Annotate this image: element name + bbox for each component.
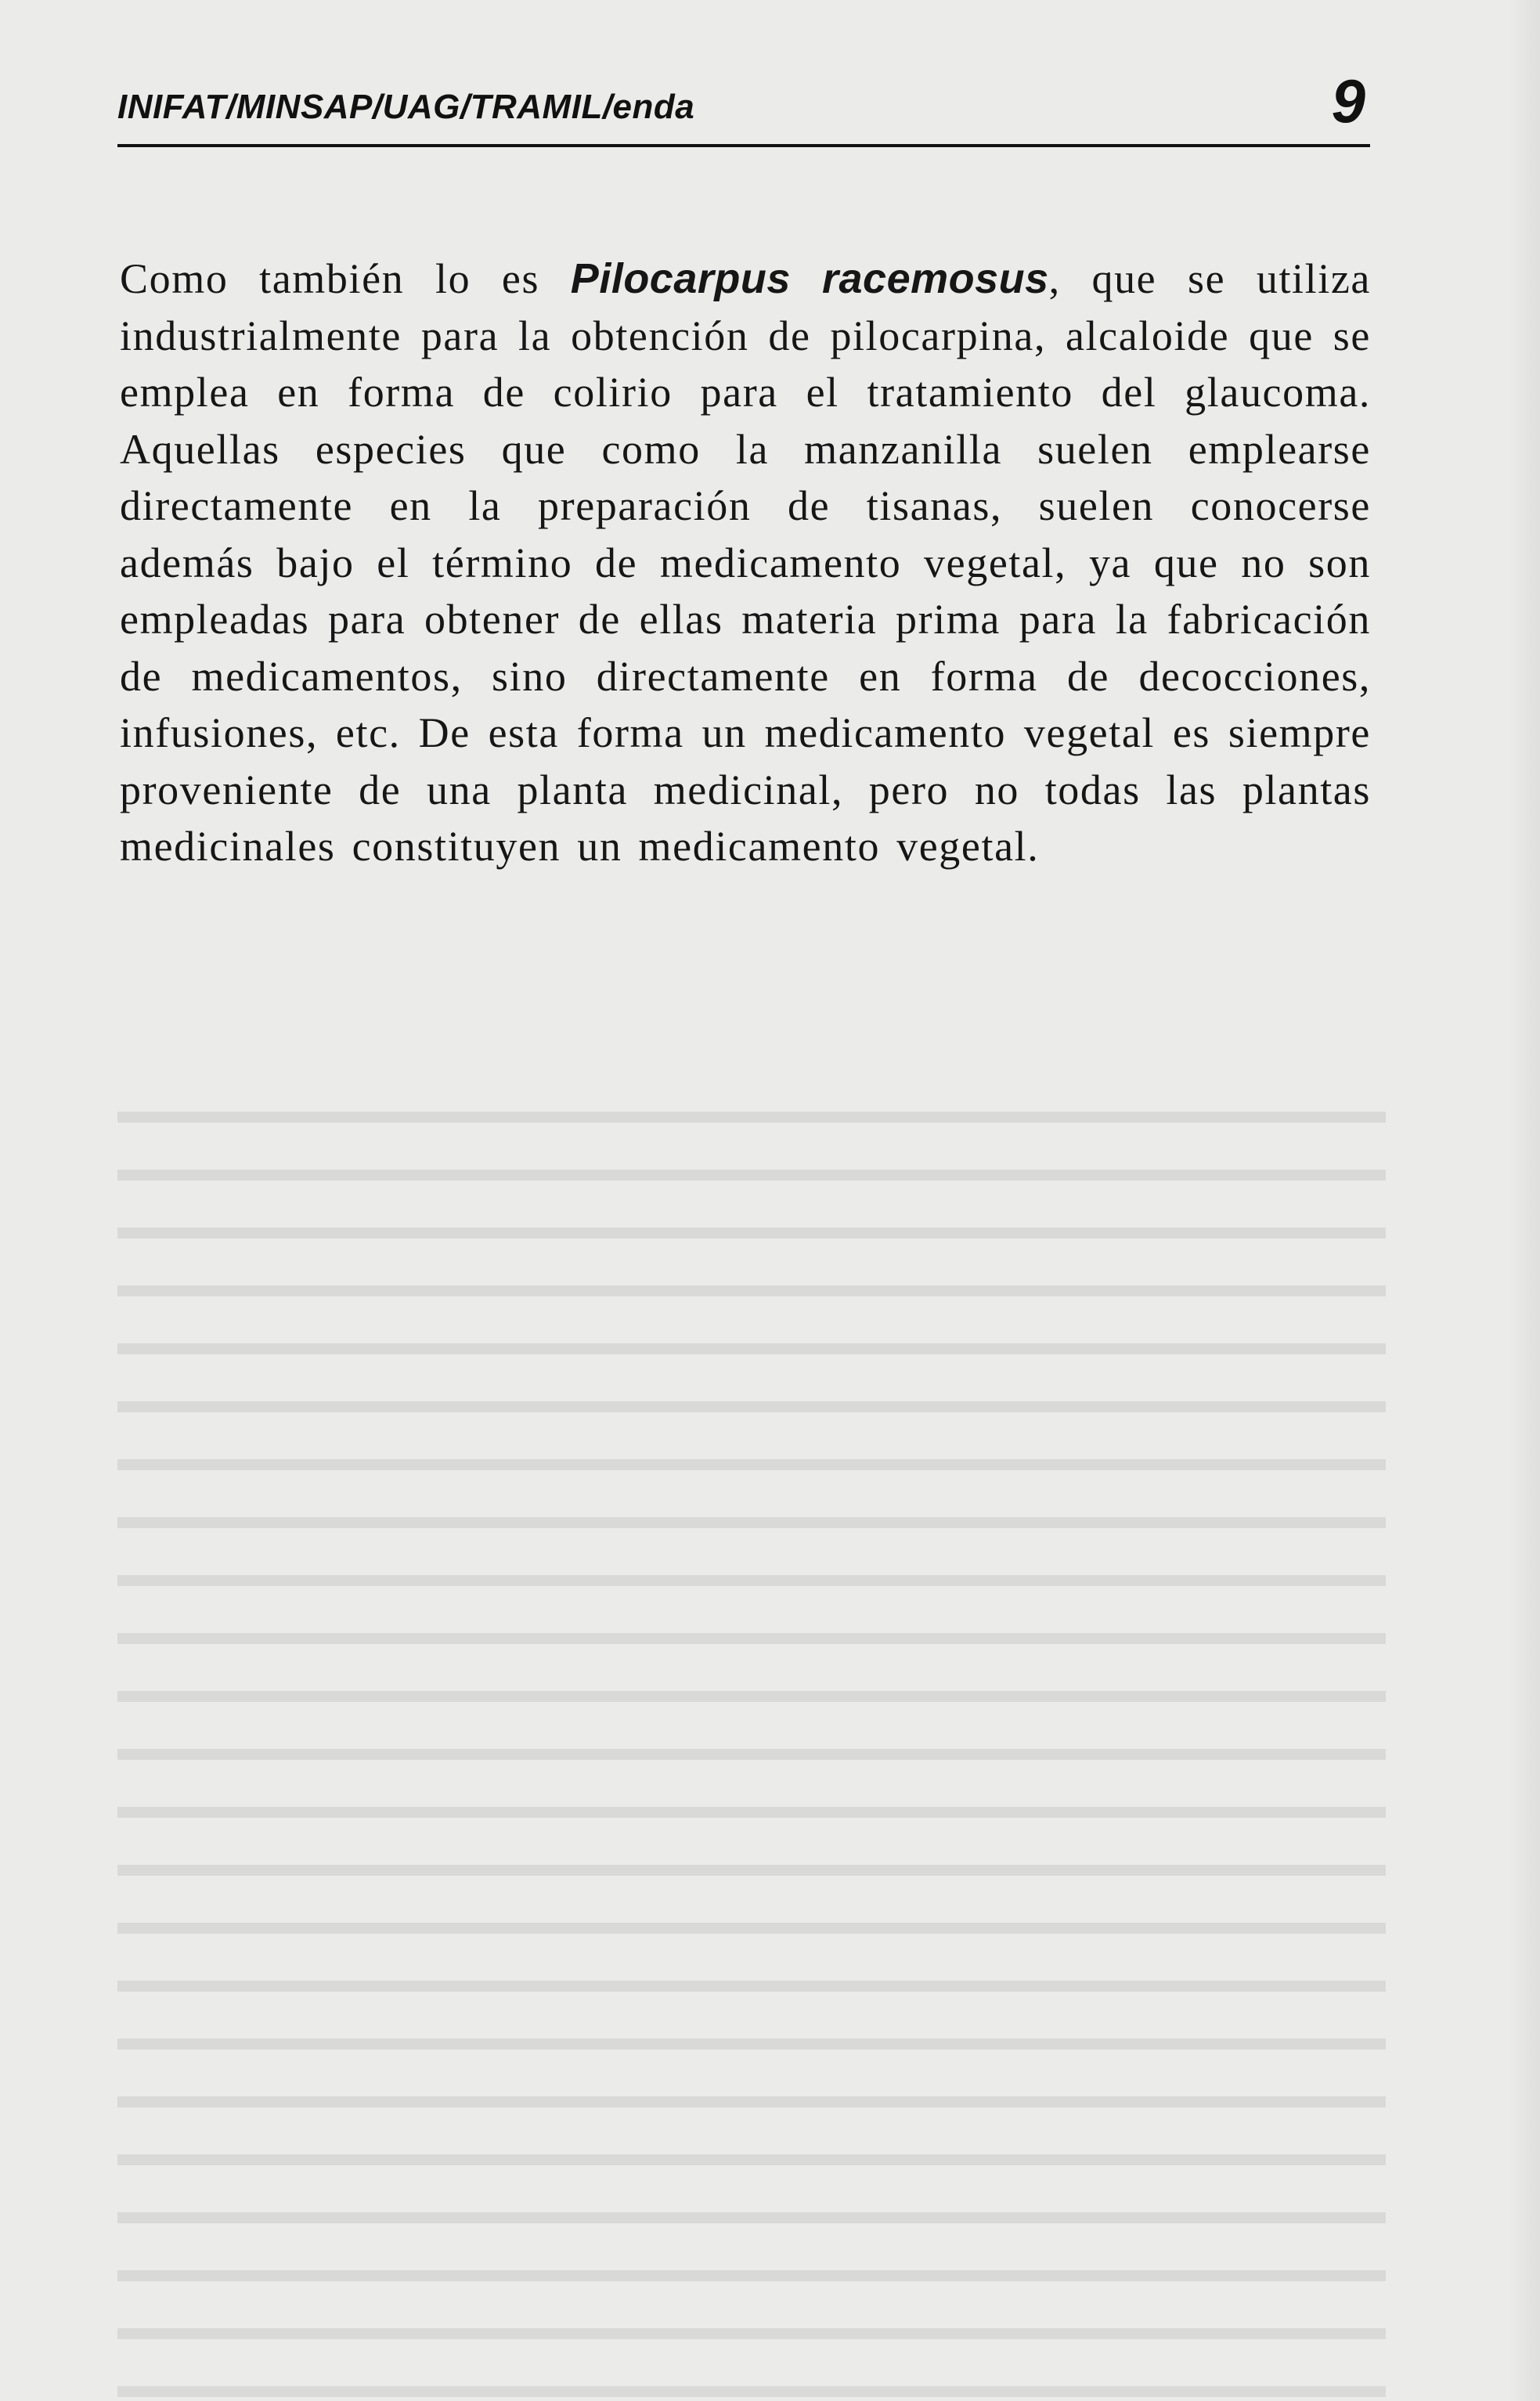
body-paragraph-container bbox=[120, 251, 1371, 875]
page-edge-shadow bbox=[1509, 0, 1540, 2401]
page-number: 9 bbox=[1331, 67, 1365, 135]
header-rule bbox=[117, 144, 1370, 147]
paragraph-intro: Como también lo es bbox=[120, 255, 571, 302]
paragraph-text: , que se utiliza industrialmente para la obtención de pilocarpina, alcaloide que se emplea en forma de colirio para el tratamiento del glaucoma. Aquellas especies que como la manzanilla suelen emplearse directamente en la preparación de tisanas, suelen conocerse además bajo el término de medicamento vegetal, ya que no son empleadas para obtener de ellas materia prima para la fabricación de medicamentos, sino directamente en forma de decocciones, infusiones, etc. De esta forma un medicamento vegetal es siempre proveniente de una planta medicinal, pero no todas las plantas medicinales constituyen un medicamento vegetal. bbox=[120, 255, 1371, 870]
body-paragraph bbox=[120, 251, 1371, 875]
running-head: INIFAT/MINSAP/UAG/TRAMIL/enda bbox=[117, 88, 695, 126]
page-header bbox=[117, 67, 1370, 147]
reverse-side-bleed-through bbox=[117, 1065, 1386, 2401]
species-name: Pilocarpus racemosus bbox=[570, 255, 1049, 302]
